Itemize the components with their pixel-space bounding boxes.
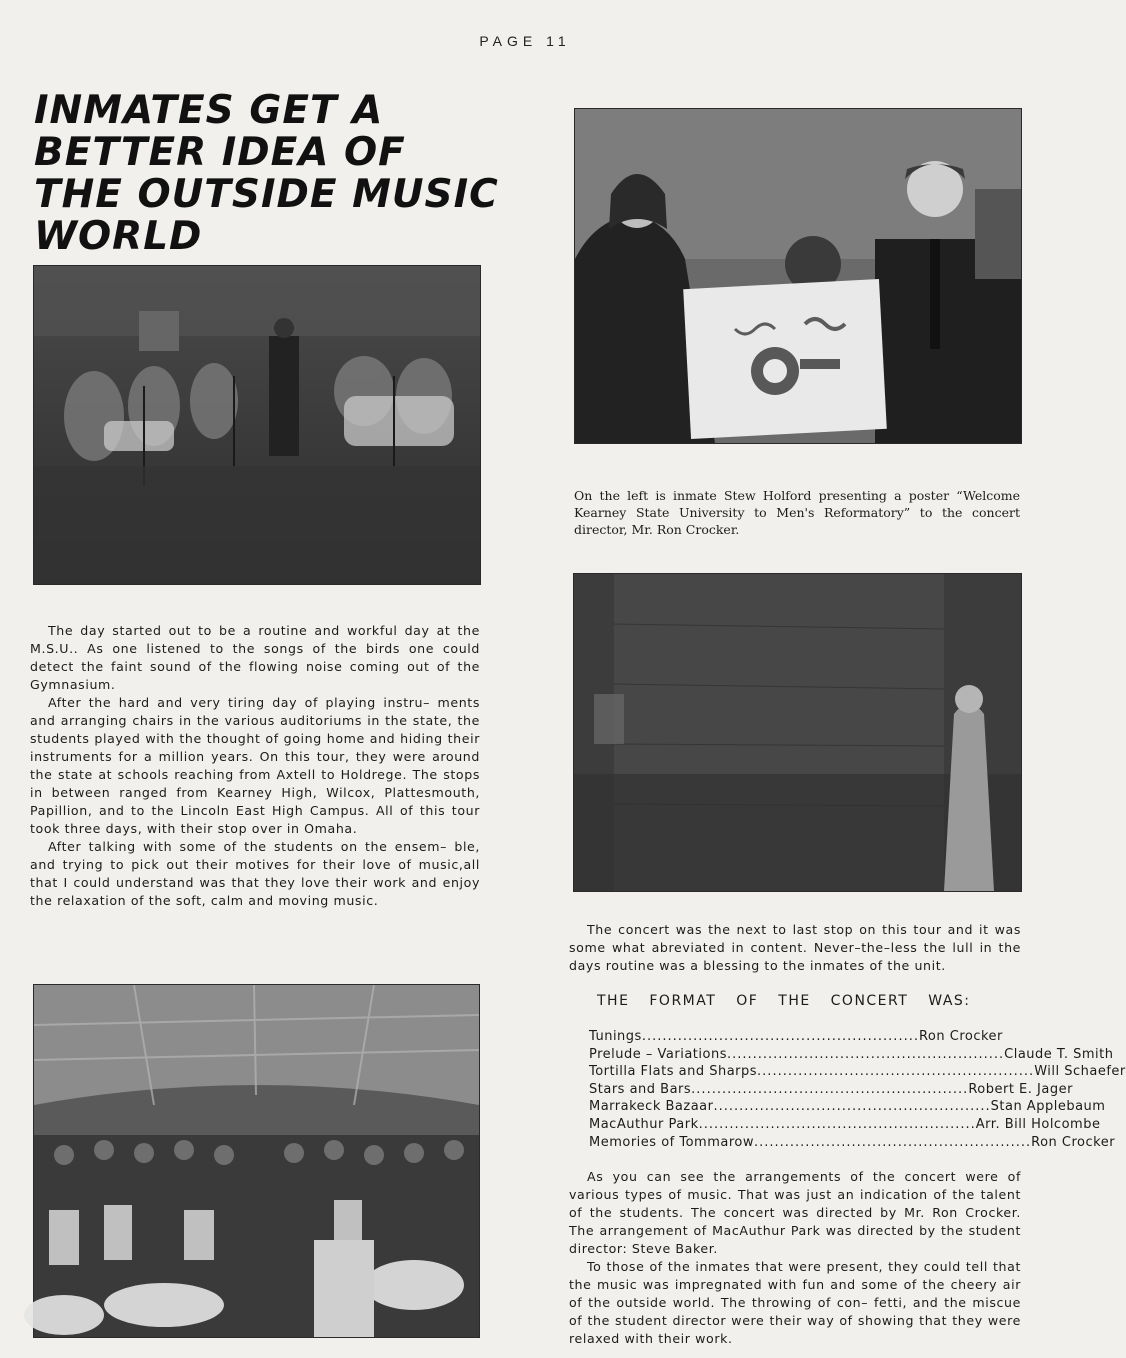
article-paragraph: The concert was the next to last stop on this tour and it was some what abreviated in content. Never–the–less the lull in the days routine was a blessing to the inmates of the unit. [569, 922, 1021, 973]
program-piece: Stars and Bars [589, 1081, 692, 1097]
program-item: Memories of Tommarow ...................................................... Ron Crocker [589, 1134, 1116, 1150]
program-composer: Stan Applebaum [990, 1099, 1106, 1115]
reformatory-wall-photo [573, 573, 1022, 892]
program-piece: Tortilla Flats and Sharps [589, 1064, 758, 1080]
program-piece: Prelude – Variations [589, 1046, 727, 1062]
gymnasium-band-photo [33, 984, 480, 1338]
program-composer: Robert E. Jager [968, 1081, 1073, 1097]
article-paragraph: To those of the inmates that were present, they could tell that the music was impregnated with fun and some of the cheery air of the outside world. The throwing of con– fetti, and the miscue of the student director were their way of showing that they were relaxed with their work. [569, 1259, 1021, 1346]
program-piece: MacAuthur Park [589, 1116, 699, 1132]
program-piece: Tunings [589, 1029, 642, 1044]
program-item: MacAuthur Park ...................................................... Arr. Bill Holcombe [589, 1116, 1101, 1132]
program-composer: Arr. Bill Holcombe [975, 1116, 1101, 1132]
program-item: Tunings ...................................................... Ron Crocker [589, 1029, 1003, 1044]
concert-format-heading: THE FORMAT OF THE CONCERT WAS: [597, 993, 971, 1009]
program-composer: Ron Crocker [918, 1029, 1003, 1044]
program-piece: Memories of Tommarow [589, 1134, 754, 1150]
article-left-column [30, 622, 480, 910]
program-item: Marrakeck Bazaar ...................................................... Stan Applebaum [589, 1099, 1106, 1115]
program-composer: Will Schaefer [1034, 1064, 1126, 1080]
program-piece: Marrakeck Bazaar [589, 1099, 714, 1115]
article-right-intro [569, 921, 1021, 975]
page-number: PAGE 11 [479, 33, 571, 49]
photo-caption: On the left is inmate Stew Holford presenting a poster “Welcome Kearney State University to Men's Reformatory” to the concert director, Mr. Ron Crocker. [574, 488, 1020, 537]
article-paragraph: After the hard and very tiring day of playing instru– ments and arranging chairs in the various auditoriums in the state, the students played with the thought of going home and hiding their instruments for a million years. On this tour, they were around the state at schools reaching from Axtell to Holdrege. The stops in between ranged from Kearney High, Wilcox, Plattesmouth, Papillion, and to the Lincoln East High Campus. All of this tour took three days, with their stop over in Omaha. [30, 695, 480, 836]
headline: INMATES GET A BETTER IDEA OF THE OUTSIDE MUSIC WORLD [34, 88, 499, 259]
poster-presentation-photo [574, 108, 1022, 444]
concert-program-list [589, 1028, 1126, 1151]
program-item: Prelude – Variations ...................................................... Claude T. Smith [589, 1046, 1114, 1062]
band-performance-photo [33, 265, 481, 585]
article-right-closing [569, 1168, 1021, 1348]
program-item: Tortilla Flats and Sharps ...................................................... Will Schaefer [589, 1064, 1126, 1080]
article-paragraph: After talking with some of the students on the ensem– ble, and trying to pick out their motives for their love of music,all that I could understand was that they love their work and enjoy the relaxation of the soft, calm and moving music. [30, 839, 480, 908]
program-item: Stars and Bars ...................................................... Robert E. Jager [589, 1081, 1073, 1097]
article-paragraph: As you can see the arrangements of the concert were of various types of music. That was just an indication of the talent of the students. The concert was directed by Mr. Ron Crocker. The arrangement of MacAuthur Park was directed by the student director: Steve Baker. [569, 1169, 1021, 1256]
program-composer: Claude T. Smith [1004, 1046, 1114, 1062]
article-paragraph: The day started out to be a routine and workful day at the M.S.U.. As one listened to the songs of the birds one could detect the faint sound of the flowing noise coming out of the Gymnasium. [30, 623, 480, 692]
program-composer: Ron Crocker [1031, 1134, 1116, 1150]
